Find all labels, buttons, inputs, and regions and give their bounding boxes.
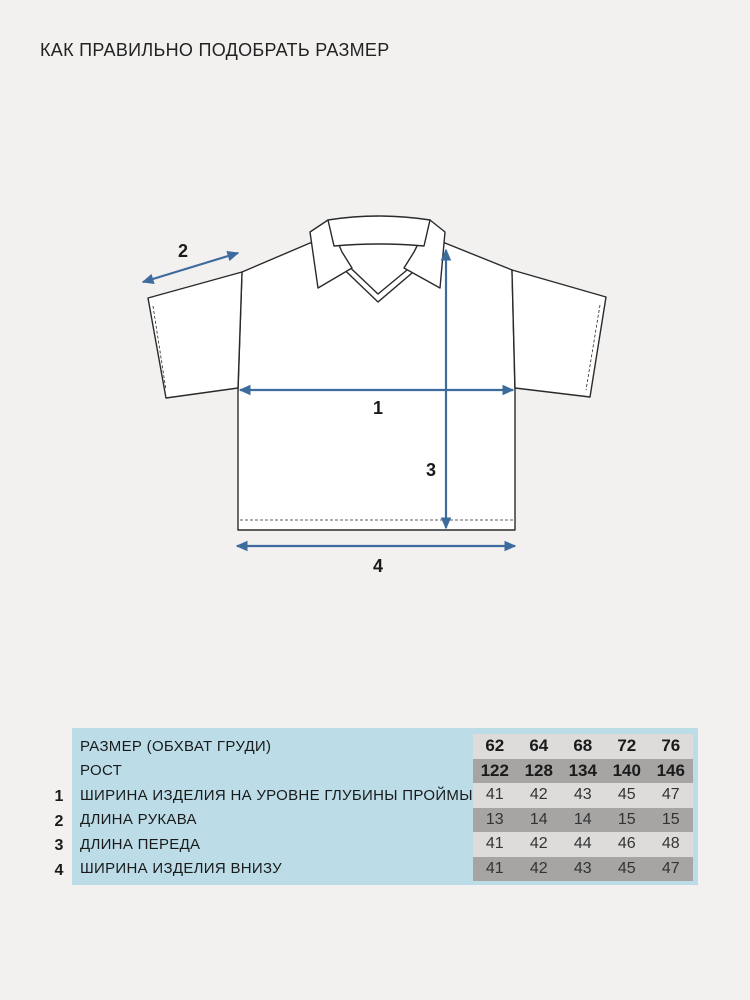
label-sleeve: 2 xyxy=(178,241,189,261)
table-row xyxy=(80,857,693,882)
size-table-panel xyxy=(72,728,698,885)
row-number-1: 1 xyxy=(54,788,64,805)
height-cell: 134 xyxy=(561,759,605,784)
value-cell: 41 xyxy=(473,857,517,882)
value-cell: 15 xyxy=(605,808,649,833)
table-row xyxy=(80,783,693,808)
value-cell: 44 xyxy=(561,832,605,857)
value-cell: 14 xyxy=(517,808,561,833)
label-hem: 4 xyxy=(373,556,384,576)
value-cell: 48 xyxy=(649,832,693,857)
size-cell: 68 xyxy=(561,734,605,759)
value-cell: 42 xyxy=(517,857,561,882)
header-label: РАЗМЕР (ОБХВАТ ГРУДИ) xyxy=(80,737,272,755)
row-number-2: 2 xyxy=(54,813,64,830)
value-cell: 13 xyxy=(473,808,517,833)
size-cell: 72 xyxy=(605,734,649,759)
height-cell: 140 xyxy=(605,759,649,784)
value-cell: 41 xyxy=(473,832,517,857)
row-label: ШИРИНА ИЗДЕЛИЯ ВНИЗУ xyxy=(80,860,282,878)
size-cell: 64 xyxy=(517,734,561,759)
size-cell: 76 xyxy=(649,734,693,759)
value-cell: 45 xyxy=(605,783,649,808)
value-cell: 47 xyxy=(649,783,693,808)
label-length: 3 xyxy=(426,460,437,480)
size-table xyxy=(80,734,693,881)
label-chest: 1 xyxy=(373,398,384,418)
row-number-4: 4 xyxy=(54,862,64,879)
height-cell: 146 xyxy=(649,759,693,784)
shirt-outline xyxy=(148,216,606,530)
value-cell: 43 xyxy=(561,857,605,882)
table-header-row xyxy=(80,734,693,759)
page-title: КАК ПРАВИЛЬНО ПОДОБРАТЬ РАЗМЕР xyxy=(40,40,390,60)
size-cell: 62 xyxy=(473,734,517,759)
row-label: ШИРИНА ИЗДЕЛИЯ НА УРОВНЕ ГЛУБИНЫ ПРОЙМЫ xyxy=(80,786,473,804)
value-cell: 43 xyxy=(561,783,605,808)
value-cell: 47 xyxy=(649,857,693,882)
table-height-row xyxy=(80,759,693,784)
value-cell: 45 xyxy=(605,857,649,882)
value-cell: 14 xyxy=(561,808,605,833)
value-cell: 15 xyxy=(649,808,693,833)
row-label: ДЛИНА ПЕРЕДА xyxy=(80,835,201,853)
value-cell: 41 xyxy=(473,783,517,808)
height-label: РОСТ xyxy=(80,762,123,780)
row-number-3: 3 xyxy=(54,837,64,854)
height-cell: 122 xyxy=(473,759,517,784)
value-cell: 42 xyxy=(517,832,561,857)
value-cell: 42 xyxy=(517,783,561,808)
table-row xyxy=(80,832,693,857)
value-cell: 46 xyxy=(605,832,649,857)
row-label: ДЛИНА РУКАВА xyxy=(80,811,197,829)
height-cell: 128 xyxy=(517,759,561,784)
table-row xyxy=(80,808,693,833)
